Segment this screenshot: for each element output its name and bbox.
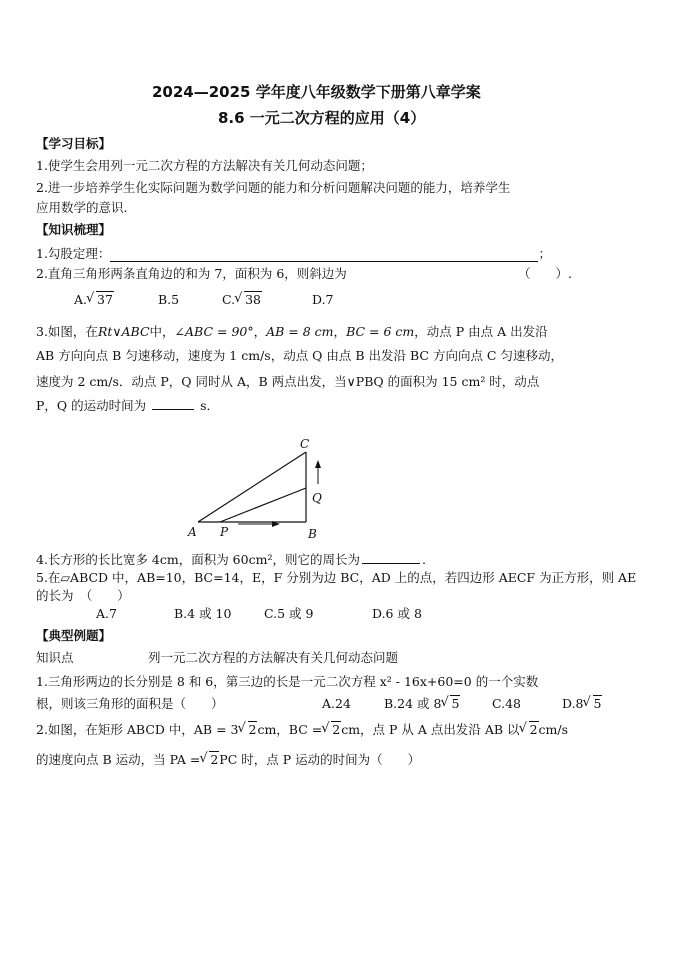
goal-item: 2.进一步培养学生化实际问题为数学问题的能力和分析问题解决问题的能力，培养学生 [36,180,511,195]
topic-text: 列一元二次方程的方法解决有关几何动态问题 [148,650,399,665]
answer-blank [152,409,194,410]
option-d: D.8√ 5 [562,696,602,712]
option-a: A.√ 37 [74,292,114,308]
answer-blank [362,563,420,564]
option-b: B.4 或 10 [174,606,232,621]
answer-blank [110,248,538,262]
e1-line-1: 1.三角形两边的长分别是 8 和 6，第三边的长是一元二次方程 x² - 16x+60=0 的一个实数 [36,674,539,689]
e2-line-2: 的速度向点 B 运动，当 PA =√ 2PC 时，点 P 运动的时间为（ ） [36,752,420,768]
q5-line-1: 5.在▱ABCD 中，AB=10，BC=14，E，F 分别为边 BC，AD 上的点，若四边形 AECF 为正方形，则 AE [36,570,637,585]
label-b: B [308,527,317,541]
goals-heading: 【学习目标】 [36,136,112,151]
label-a: A [188,525,197,539]
segment-pq [220,488,306,522]
arrow-q-head [315,460,321,468]
question-end: ； [538,246,551,261]
q3-line-1: 3.如图，在Rt∨ABC中，∠ABC = 90°，AB = 8 cm，BC = 6 cm，动点 P 由点 A 出发沿 [36,324,548,339]
label-q: Q [312,491,322,505]
label-c: C [300,437,310,451]
question-label: 1.勾股定理： [36,246,111,261]
e1-line-2: 根，则该三角形的面积是（ ） [36,696,224,711]
option-a: A.24 [322,696,351,711]
q3-line-4: P，Q 的运动时间为 s． [36,398,220,413]
option-a: A.7 [96,606,117,621]
q5-line-2: 的长为 （ ） [36,588,130,603]
option-b: B.5 [158,292,180,307]
q3-line-3: 速度为 2 cm/s．动点 P，Q 同时从 A，B 两点出发，当∨PBQ 的面积为 15 cm² 时，动点 [36,374,540,389]
e2-line-1: 2.如图，在矩形 ABCD 中，AB = 3√ 2cm，BC =√ 2cm，点 P 从 A 点出发沿 AB 以√ 2cm/s [36,722,568,738]
triangle-figure [180,432,340,550]
q3-line-2: AB 方向向点 B 匀速移动，速度为 1 cm/s，动点 Q 由点 B 出发沿 BC 方向向点 C 匀速移动， [36,348,563,363]
q4: 4.长方形的长比宽多 4cm，面积为 60cm²，则它的周长为 . [36,552,426,567]
option-b: B.24 或 8√ 5 [384,696,460,712]
label-p: P [220,525,229,539]
review-heading: 【知识梳理】 [36,222,112,237]
goal-item: 1.使学生会用列一元二次方程的方法解决有关几何动态问题； [36,158,373,173]
option-d: D.7 [312,292,334,307]
hypotenuse-question: 2.直角三角形两条直角边的和为 7，面积为 6，则斜边为 [36,266,347,281]
option-c: C.48 [492,696,521,711]
goal-item: 应用数学的意识. [36,200,128,215]
option-c: C.5 或 9 [264,606,314,621]
lesson-subtitle: 8.6 一元二次方程的应用（4） [218,109,426,127]
option-d: D.6 或 8 [372,606,422,621]
pythagoras-question [36,246,551,262]
option-c: C.√ 38 [222,292,262,308]
page-title: 2024—2025 学年度八年级数学下册第八章学案 [152,83,481,101]
answer-paren: （ ）. [518,266,572,281]
topic-label: 知识点 [36,650,74,665]
side-ac [198,452,306,522]
examples-heading: 【典型例题】 [36,628,112,643]
